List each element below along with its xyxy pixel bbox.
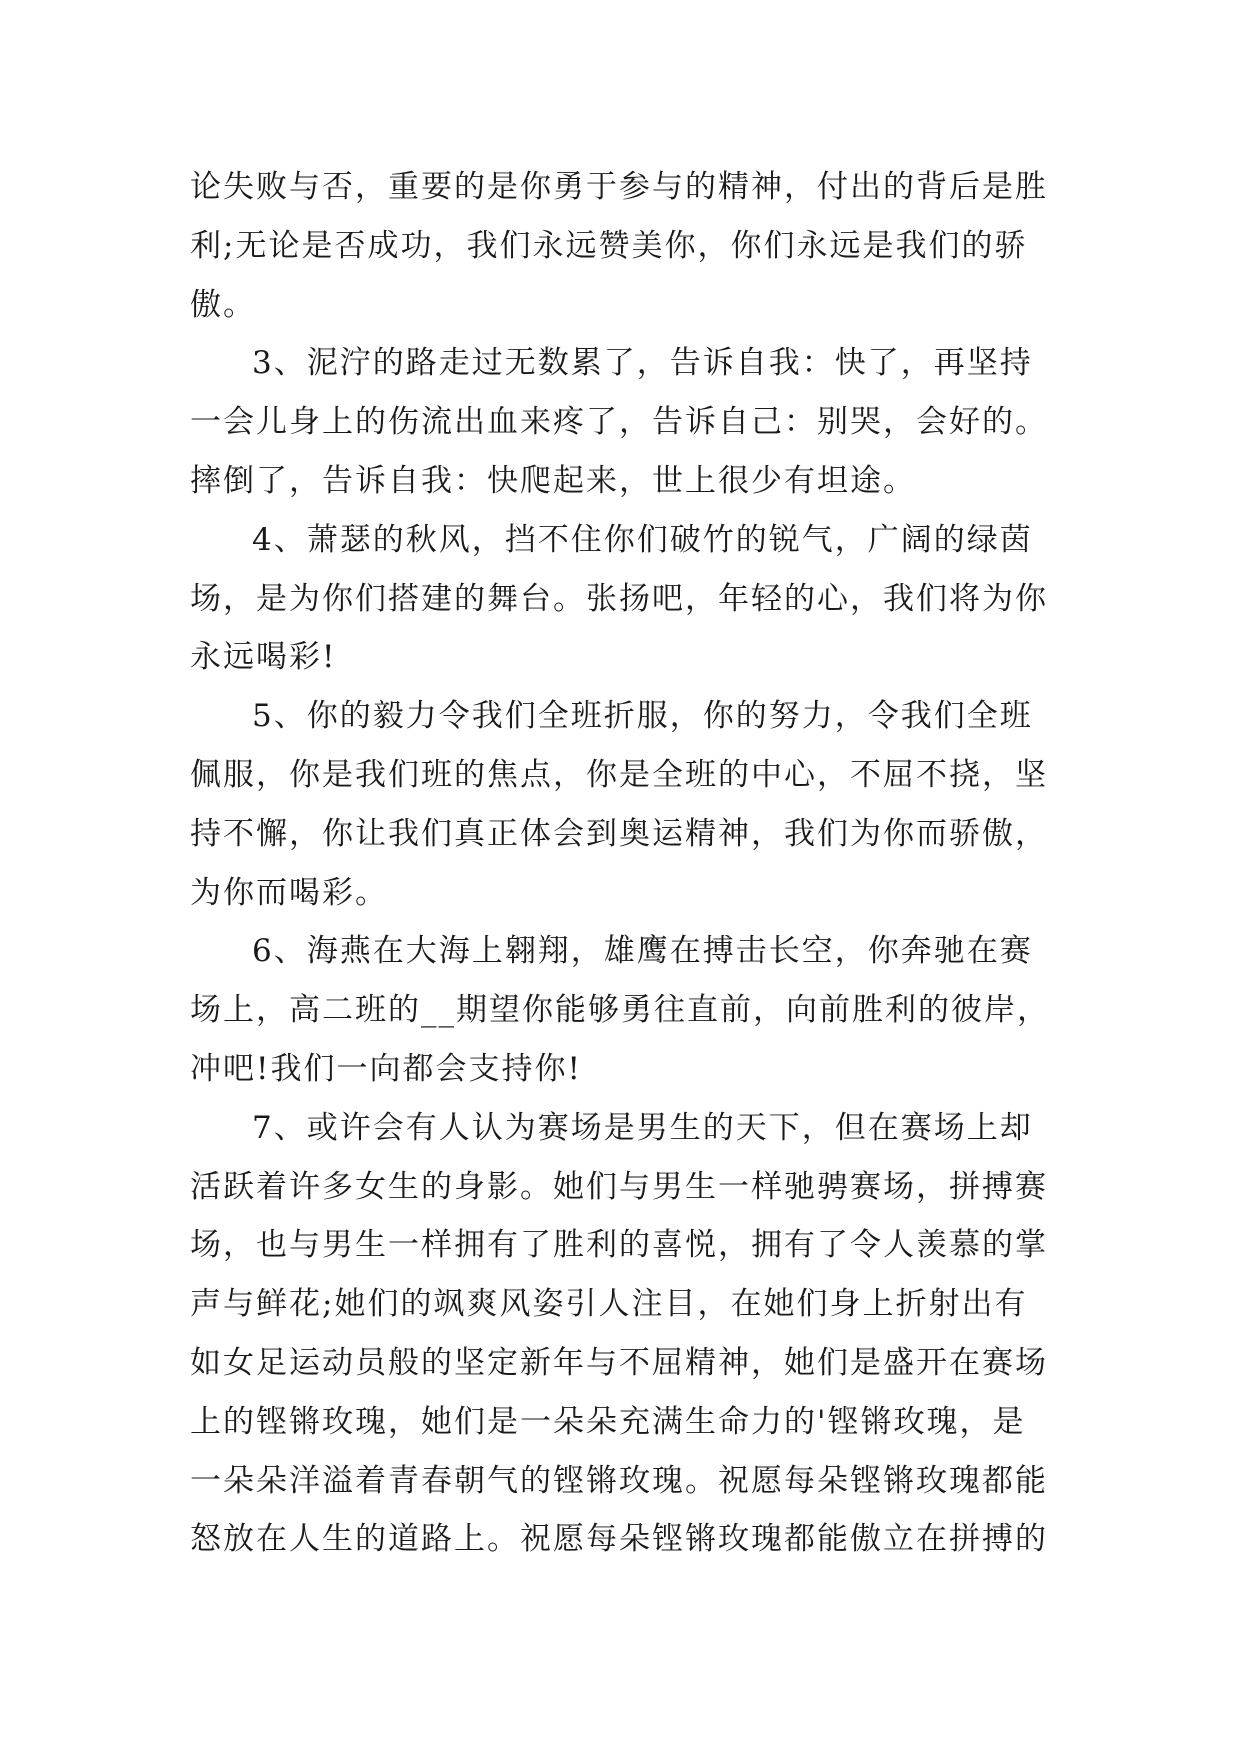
- text-line: 场，也与男生一样拥有了胜利的喜悦，拥有了令人羡慕的掌: [190, 1227, 1048, 1264]
- paragraph-3-first-line: 3、泥泞的路走过无数累了，告诉自我：快了，再坚持: [252, 345, 1033, 382]
- text-line: 论失败与否，重要的是你勇于参与的精神，付出的背后是胜: [190, 169, 1048, 205]
- text-line: 上的铿锵玫瑰，她们是一朵朵充满生命力的'铿锵玫瑰，是: [190, 1403, 1026, 1440]
- text-line: 为你而喝彩。: [190, 874, 388, 911]
- text-line: 活跃着许多女生的身影。她们与男生一样驰骋赛场，拼搏赛: [190, 1168, 1048, 1205]
- text-line: 持不懈，你让我们真正体会到奥运精神，我们为你而骄傲，: [190, 815, 1048, 852]
- paragraph-4-first-line: 4、萧瑟的秋风，挡不住你们破竹的锐气，广阔的绿茵: [252, 521, 1033, 558]
- text-line: 佩服，你是我们班的焦点，你是全班的中心，不屈不挠，坚: [190, 756, 1048, 793]
- text-line: 傲。: [190, 286, 256, 323]
- paragraph-6-first-line: 6、海燕在大海上翱翔，雄鹰在搏击长空，你奔驰在赛: [252, 933, 1033, 970]
- text-line: 场上，高二班的__期望你能够勇往直前，向前胜利的彼岸，: [190, 992, 1050, 1029]
- paragraph-7-first-line: 7、或许会有人认为赛场是男生的天下，但在赛场上却: [252, 1109, 1033, 1146]
- text-line: 利;无论是否成功，我们永远赞美你，你们永远是我们的骄: [190, 227, 1028, 264]
- text-line: 永远喝彩!: [190, 639, 337, 676]
- body-text: [190, 158, 1060, 1569]
- text-line: 冲吧!我们一向都会支持你!: [190, 1050, 582, 1087]
- text-line: 怒放在人生的道路上。祝愿每朵铿锵玫瑰都能傲立在拼搏的: [190, 1521, 1048, 1558]
- text-line: 一会儿身上的伤流出血来疼了，告诉自己：别哭，会好的。: [190, 404, 1048, 441]
- text-line: 声与鲜花;她们的飒爽风姿引人注目，在她们身上折射出有: [190, 1286, 1028, 1323]
- text-line: 一朵朵洋溢着青春朝气的铿锵玫瑰。祝愿每朵铿锵玫瑰都能: [190, 1462, 1048, 1499]
- text-line: 如女足运动员般的坚定新年与不屈精神，她们是盛开在赛场: [190, 1344, 1048, 1381]
- text-line: 摔倒了，告诉自我：快爬起来，世上很少有坦途。: [190, 462, 916, 499]
- text-line: 场，是为你们搭建的舞台。张扬吧，年轻的心，我们将为你: [190, 580, 1048, 617]
- paragraph-5-first-line: 5、你的毅力令我们全班折服，你的努力，令我们全班: [252, 698, 1033, 735]
